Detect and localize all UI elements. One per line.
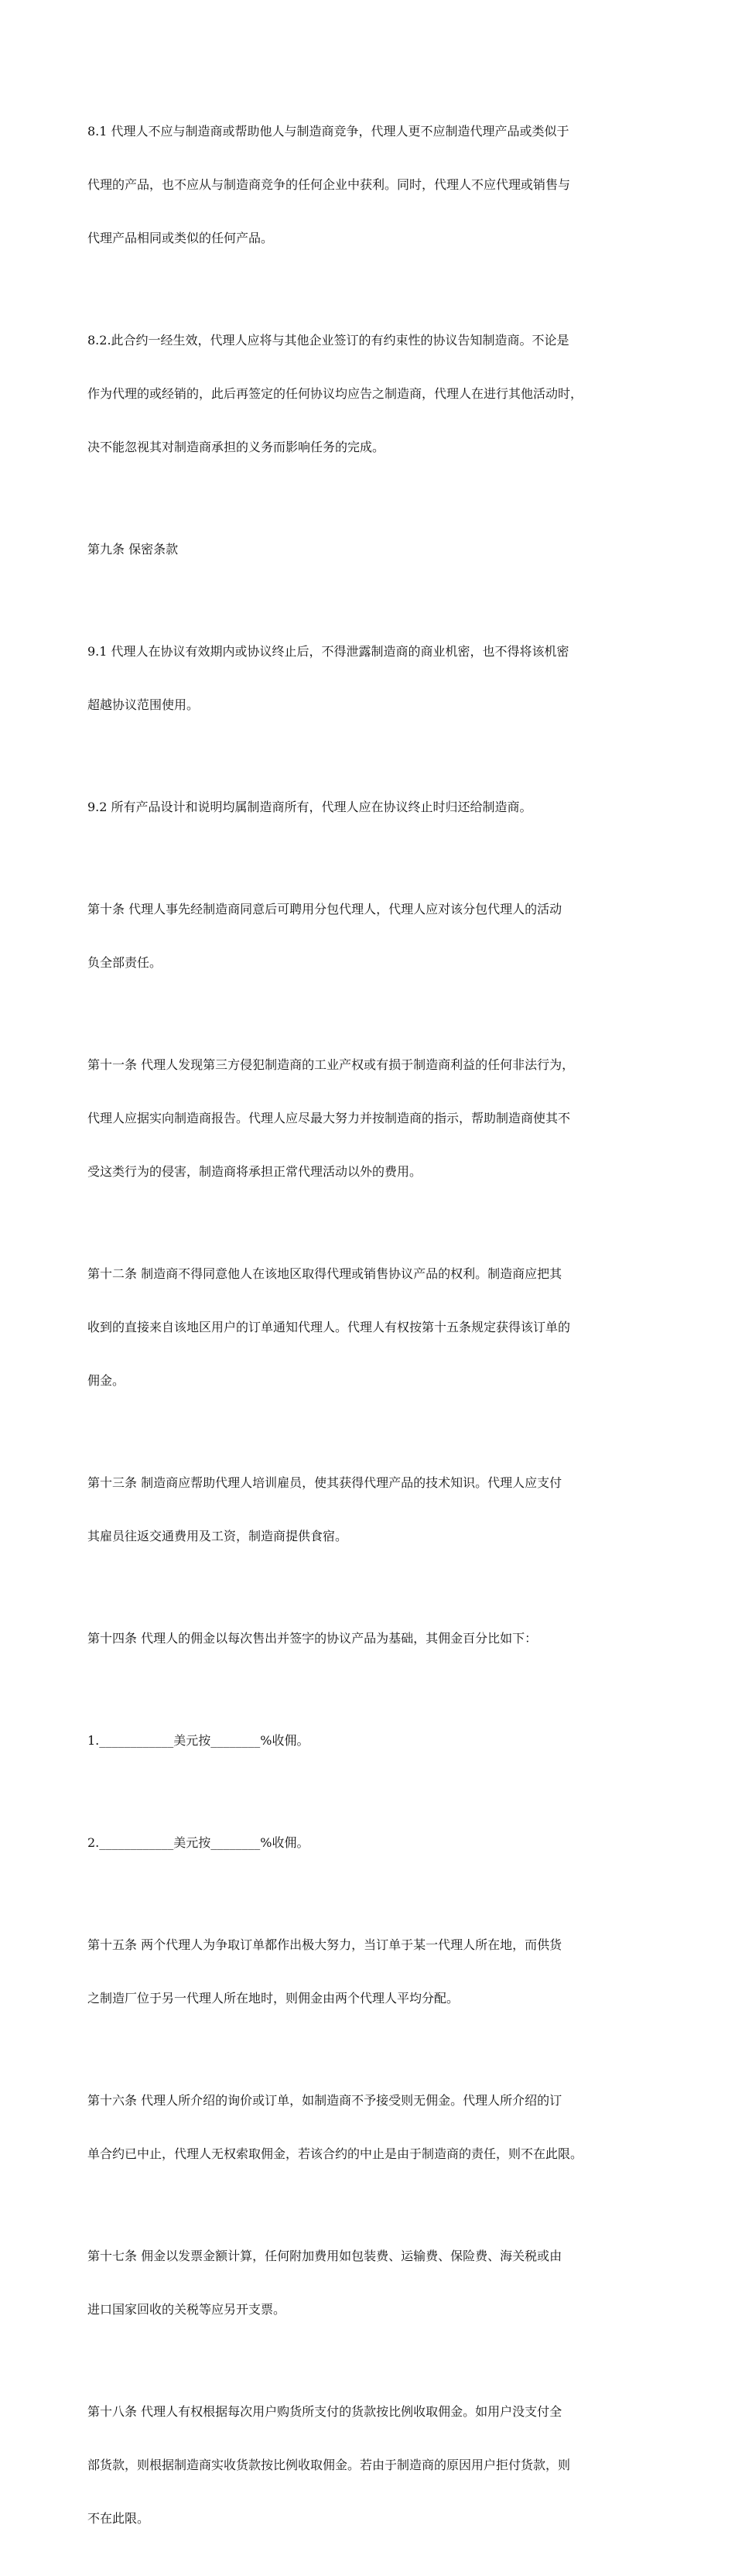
paragraph-article-13 (87, 1438, 660, 1581)
paragraph-article-18 (87, 2367, 660, 2563)
paragraph-article-17 (87, 2211, 660, 2354)
text-line: 第十二条 制造商不得同意他人在该地区取得代理或销售协议产品的权利。制造商应把其 (87, 1266, 562, 1281)
text-line: 8.2.此合约一经生效，代理人应将与其他企业签订的有约束性的协议告知制造商。不论是 (87, 333, 569, 348)
text-line: 第十一条 代理人发现第三方侵犯制造商的工业产权或有损于制造商利益的任何非法行为， (87, 1057, 575, 1072)
commission-item-1 (87, 1696, 660, 1785)
paragraph-9-2 (87, 762, 660, 851)
paragraph-8-1 (87, 87, 660, 283)
paragraph-article-15 (87, 1900, 660, 2043)
text-line: 代理产品相同或类似的任何产品。 (87, 231, 274, 245)
text-line: 不在此限。 (87, 2511, 150, 2526)
commission-item-2 (87, 1798, 660, 1887)
text-line: 超越协议范围使用。 (87, 697, 200, 712)
text-line: 9.1 代理人在协议有效期内或协议终止后，不得泄露制造商的商业机密，也不得将该机密 (87, 644, 569, 659)
text-line: 其雇员往返交通费用及工资，制造商提供食宿。 (87, 1529, 348, 1543)
text-line: 代理的产品，也不应从与制造商竞争的任何企业中获利。同时，代理人不应代理或销售与 (87, 177, 571, 192)
text-line: 第十三条 制造商应帮助代理人培训雇员，使其获得代理产品的技术知识。代理人应支付 (87, 1475, 562, 1490)
text-line: 收到的直接来自该地区用户的订单通知代理人。代理人有权按第十五条规定获得该订单的 (87, 1320, 571, 1334)
text-line: 第十七条 佣金以发票金额计算，任何附加费用如包装费、运输费、保险费、海关税或由 (87, 2249, 562, 2263)
text-line: 第十八条 代理人有权根据每次用户购货所支付的货款按比例收取佣金。如用户没支付全 (87, 2404, 562, 2419)
text-line: 负全部责任。 (87, 955, 162, 970)
text-line: 之制造厂位于另一代理人所在地时，则佣金由两个代理人平均分配。 (87, 1991, 460, 2006)
text-line: 第十六条 代理人所介绍的询价或订单，如制造商不予接受则无佣金。代理人所介绍的订 (87, 2093, 562, 2108)
text-line: 代理人应据实向制造商报告。代理人应尽最大努力并按制造商的指示，帮助制造商使其不 (87, 1111, 571, 1125)
document-page (87, 87, 660, 2576)
text-line: 第十五条 两个代理人为争取订单都作出极大努力，当订单于某一代理人所在地，而供货 (87, 1937, 562, 1952)
paragraph-article-11 (87, 1020, 660, 1216)
paragraph-article-16 (87, 2056, 660, 2198)
text-line: 第九条 保密条款 (87, 542, 179, 557)
text-line: 2.____________美元按________%收佣。 (87, 1835, 309, 1850)
paragraph-article-12 (87, 1229, 660, 1425)
text-line: 9.2 所有产品设计和说明均属制造商所有，代理人应在协议终止时归还给制造商。 (87, 800, 532, 814)
text-line: 单合约已中止，代理人无权索取佣金，若该合约的中止是由于制造商的责任，则不在此限。 (87, 2146, 583, 2161)
paragraph-article-14 (87, 1594, 660, 1683)
text-line: 8.1 代理人不应与制造商或帮助他人与制造商竞争，代理人更不应制造代理产品或类似于 (87, 124, 569, 139)
paragraph-8-2 (87, 296, 660, 492)
paragraph-9-1 (87, 607, 660, 749)
text-line: 决不能忽视其对制造商承担的义务而影响任务的完成。 (87, 440, 385, 454)
text-line: 第十条 代理人事先经制造商同意后可聘用分包代理人，代理人应对该分包代理人的活动 (87, 902, 562, 916)
text-line: 受这类行为的侵害，制造商将承担正常代理活动以外的费用。 (87, 1164, 422, 1179)
text-line: 佣金。 (87, 1373, 125, 1388)
text-line: 第十四条 代理人的佣金以每次售出并签字的协议产品为基础，其佣金百分比如下： (87, 1631, 538, 1646)
paragraph-article-10 (87, 865, 660, 1007)
text-line: 作为代理的或经销的，此后再签定的任何协议均应告之制造商，代理人在进行其他活动时， (87, 386, 583, 401)
text-line: 进口国家回收的关税等应另开支票。 (87, 2302, 286, 2317)
text-line: 部货款，则根据制造商实收货款按比例收取佣金。若由于制造商的原因用户拒付货款，则 (87, 2458, 571, 2472)
text-line: 1.____________美元按________%收佣。 (87, 1733, 309, 1748)
section-heading-article-9 (87, 505, 660, 594)
